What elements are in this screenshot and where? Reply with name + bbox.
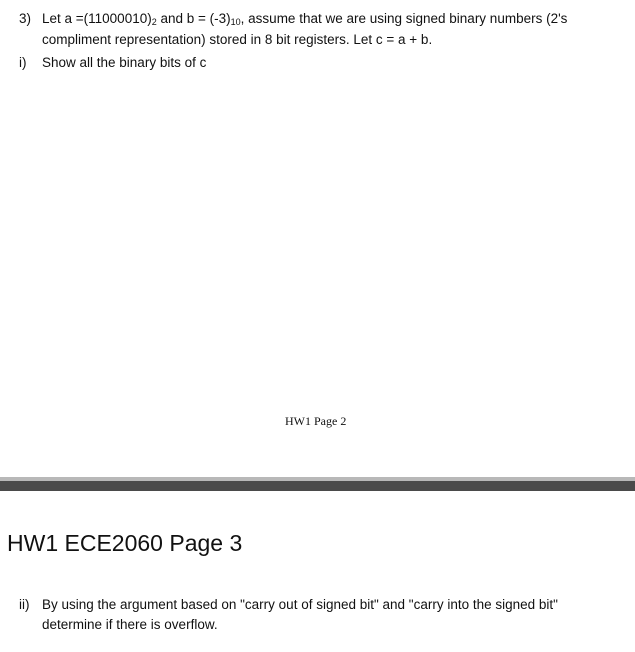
- question-line-2: compliment representation) stored in 8 bit registers. Let c = a + b.: [42, 32, 433, 47]
- question-text-b: and b = (-3): [156, 11, 231, 26]
- part-ii-number: ii): [19, 597, 30, 612]
- question-number: 3): [19, 11, 32, 26]
- part-i-text: Show all the binary bits of c: [42, 55, 207, 70]
- page-footer: HW1 Page 2: [285, 414, 347, 428]
- part-ii-line-2: determine if there is overflow.: [42, 617, 218, 632]
- question-line-1: [42, 10, 567, 28]
- page-title: HW1 ECE2060 Page 3: [7, 530, 243, 556]
- page-separator: [0, 481, 635, 491]
- base-2-subscript: 2: [151, 17, 157, 27]
- part-i-number: i): [19, 55, 27, 70]
- question-text-a: Let a =(11000010): [42, 11, 152, 26]
- question-text-c: , assume that we are using signed binary numbers (2's: [240, 11, 568, 26]
- base-10-subscript: 10: [230, 17, 241, 27]
- part-ii-line-1: By using the argument based on "carry out of signed bit" and "carry into the signed bit": [42, 597, 558, 612]
